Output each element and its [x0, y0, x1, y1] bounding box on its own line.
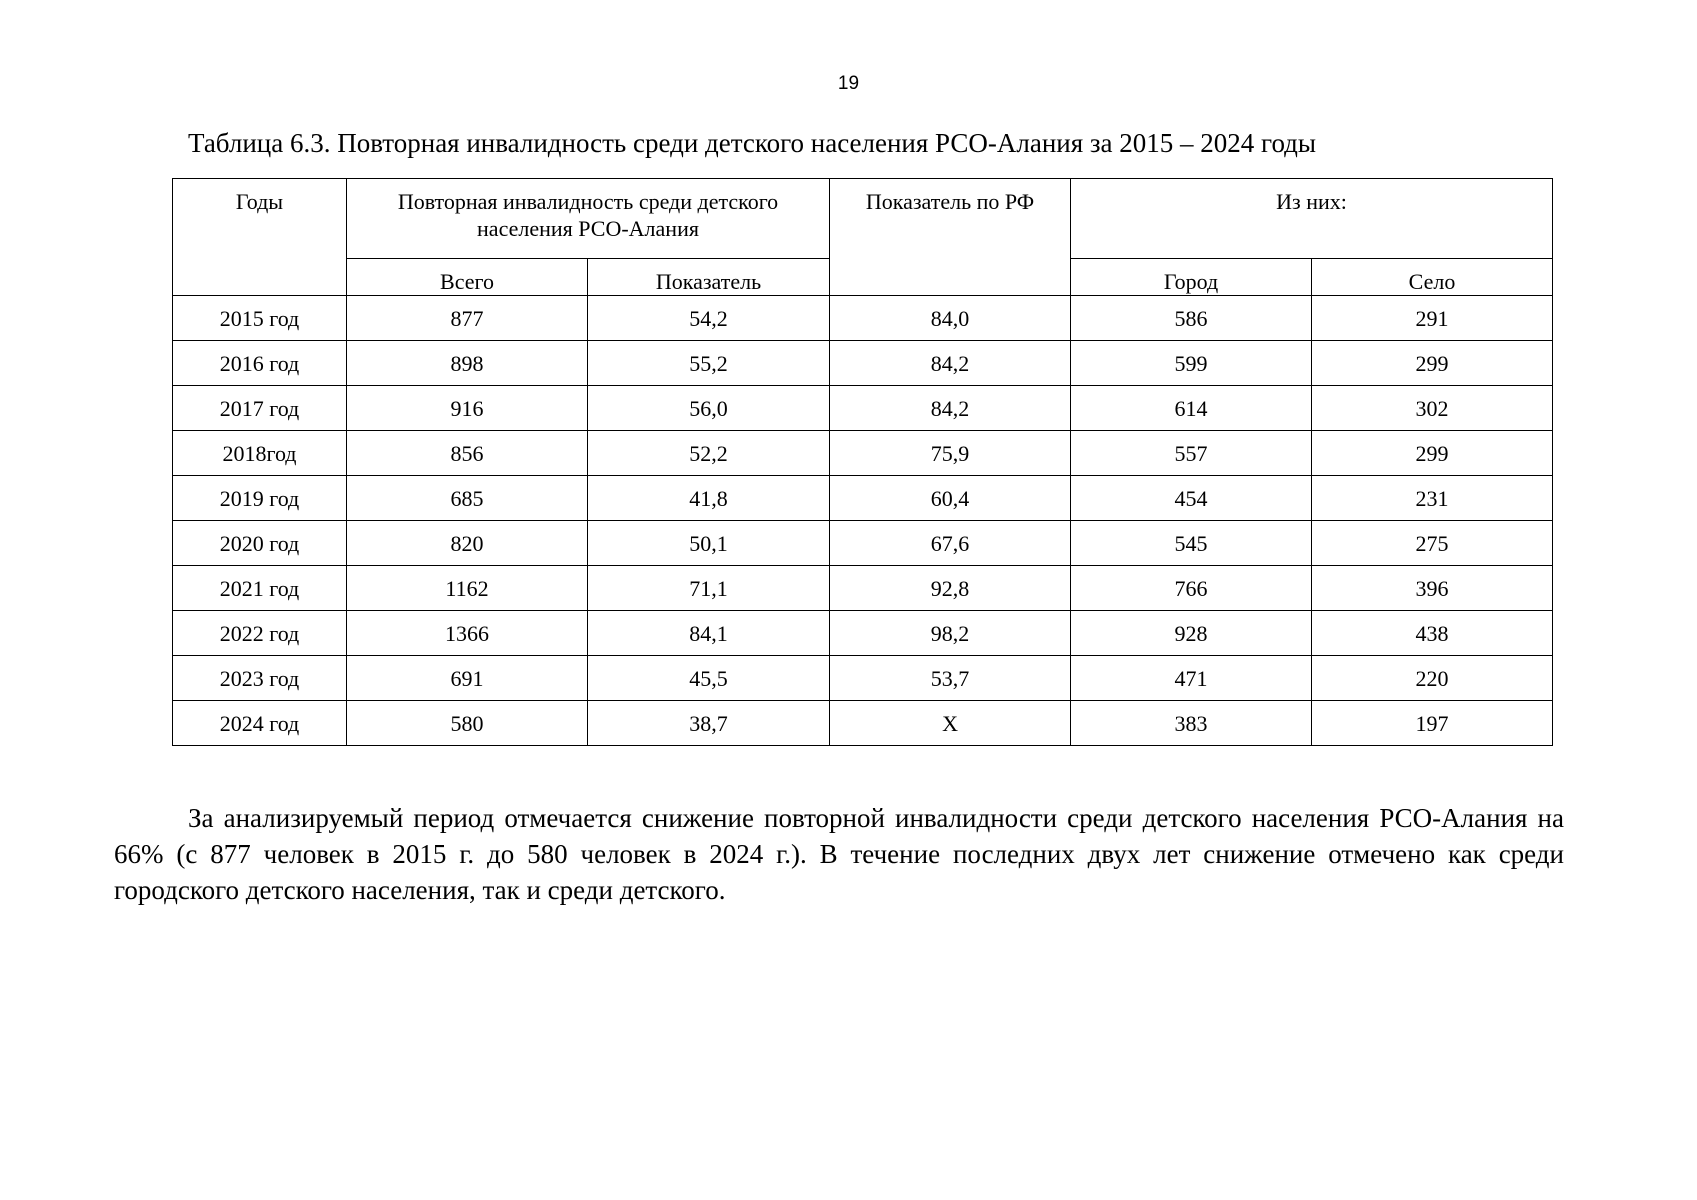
rf-indicator-cell: 84,2	[830, 341, 1071, 386]
indicator-cell: 41,8	[588, 476, 830, 521]
header-rf-indicator: Показатель по РФ	[830, 179, 1071, 296]
rf-indicator-cell: 84,2	[830, 386, 1071, 431]
total-cell: 877	[347, 296, 588, 341]
header-city: Город	[1071, 259, 1312, 296]
indicator-cell: 55,2	[588, 341, 830, 386]
year-cell: 2019 год	[173, 476, 347, 521]
village-cell: 302	[1312, 386, 1553, 431]
header-village: Село	[1312, 259, 1553, 296]
total-cell: 685	[347, 476, 588, 521]
table-row	[173, 431, 1553, 476]
page-number: 19	[837, 73, 860, 94]
rf-indicator-cell: 84,0	[830, 296, 1071, 341]
total-cell: 820	[347, 521, 588, 566]
rf-indicator-cell: 67,6	[830, 521, 1071, 566]
total-cell: 1366	[347, 611, 588, 656]
total-cell: 1162	[347, 566, 588, 611]
year-cell: 2024 год	[173, 701, 347, 746]
header-indicator: Показатель	[588, 259, 830, 296]
rf-indicator-cell: 60,4	[830, 476, 1071, 521]
indicator-cell: 52,2	[588, 431, 830, 476]
header-repeat-disability: Повторная инвалидность среди детского населения РСО-Алания	[347, 179, 830, 259]
total-cell: 580	[347, 701, 588, 746]
table-row	[173, 611, 1553, 656]
total-cell: 856	[347, 431, 588, 476]
village-cell: 299	[1312, 341, 1553, 386]
village-cell: 220	[1312, 656, 1553, 701]
rf-indicator-cell: 75,9	[830, 431, 1071, 476]
city-cell: 545	[1071, 521, 1312, 566]
body-paragraph: За анализируемый период отмечается снижение повторной инвалидности среди детского населения РСО-Алания на 66% (с 877 человек в 2015 г. до 580 человек в 2024 г.). В течение последних двух лет снижение отмечено как среди городского детского населения, так и среди детского.	[114, 803, 1564, 905]
village-cell: 299	[1312, 431, 1553, 476]
village-cell: 291	[1312, 296, 1553, 341]
table-row	[173, 296, 1553, 341]
header-total: Всего	[347, 259, 588, 296]
city-cell: 586	[1071, 296, 1312, 341]
year-cell: 2020 год	[173, 521, 347, 566]
indicator-cell: 56,0	[588, 386, 830, 431]
table-body	[173, 296, 1553, 746]
header-years: Годы	[173, 179, 347, 296]
table-row	[173, 656, 1553, 701]
indicator-cell: 71,1	[588, 566, 830, 611]
year-cell: 2023 год	[173, 656, 347, 701]
rf-indicator-cell: 53,7	[830, 656, 1071, 701]
table-caption: Таблица 6.3. Повторная инвалидность среди детского населения РСО-Алания за 2015 – 2024 годы	[188, 128, 1317, 158]
city-cell: 599	[1071, 341, 1312, 386]
city-cell: 928	[1071, 611, 1312, 656]
rf-indicator-cell: Х	[830, 701, 1071, 746]
indicator-cell: 38,7	[588, 701, 830, 746]
city-cell: 557	[1071, 431, 1312, 476]
total-cell: 691	[347, 656, 588, 701]
indicator-cell: 50,1	[588, 521, 830, 566]
total-cell: 898	[347, 341, 588, 386]
table-row	[173, 341, 1553, 386]
indicator-cell: 84,1	[588, 611, 830, 656]
village-cell: 275	[1312, 521, 1553, 566]
city-cell: 454	[1071, 476, 1312, 521]
rf-indicator-cell: 98,2	[830, 611, 1071, 656]
village-cell: 197	[1312, 701, 1553, 746]
table-row	[173, 566, 1553, 611]
year-cell: 2016 год	[173, 341, 347, 386]
city-cell: 383	[1071, 701, 1312, 746]
village-cell: 438	[1312, 611, 1553, 656]
header-of-them: Из них:	[1071, 179, 1553, 259]
table-row	[173, 386, 1553, 431]
village-cell: 231	[1312, 476, 1553, 521]
table-row	[173, 701, 1553, 746]
disability-table	[172, 178, 1553, 746]
indicator-cell: 54,2	[588, 296, 830, 341]
city-cell: 614	[1071, 386, 1312, 431]
city-cell: 471	[1071, 656, 1312, 701]
table-row	[173, 521, 1553, 566]
table-row	[173, 476, 1553, 521]
total-cell: 916	[347, 386, 588, 431]
year-cell: 2015 год	[173, 296, 347, 341]
village-cell: 396	[1312, 566, 1553, 611]
year-cell: 2018год	[173, 431, 347, 476]
indicator-cell: 45,5	[588, 656, 830, 701]
year-cell: 2021 год	[173, 566, 347, 611]
rf-indicator-cell: 92,8	[830, 566, 1071, 611]
year-cell: 2022 год	[173, 611, 347, 656]
year-cell: 2017 год	[173, 386, 347, 431]
city-cell: 766	[1071, 566, 1312, 611]
